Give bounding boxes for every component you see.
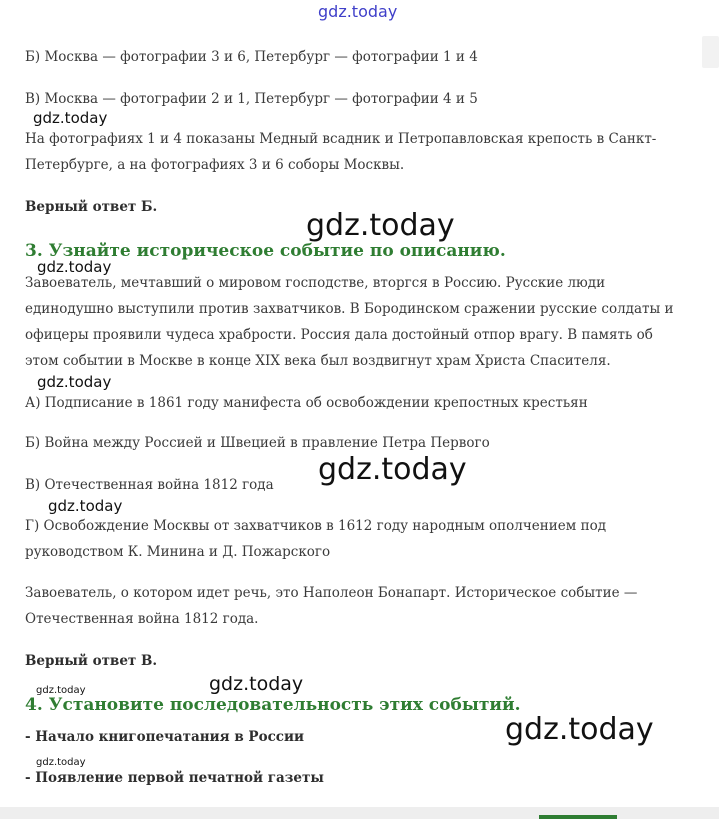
q3-option-b: Б) Война между Россией и Швецией в правление Петра Первого: [25, 435, 490, 451]
q3-answer: Верный ответ В.: [25, 653, 158, 669]
watermark: gdz.today: [36, 757, 86, 768]
watermark: gdz.today: [33, 109, 108, 127]
watermark: gdz.today: [36, 685, 86, 696]
q3-option-g-line1: Г) Освобождение Москвы от захватчиков в 1612 году народным ополчением под: [25, 518, 607, 534]
watermark: gdz.today: [505, 712, 654, 747]
q2-explanation-line2: Петербурге, а на фотографиях 3 и 6 соборы Москвы.: [25, 157, 405, 173]
watermark: gdz.today: [306, 208, 455, 243]
q4-title: 4. Установите последовательность этих событий.: [25, 695, 521, 715]
scrollbar[interactable]: [702, 36, 719, 68]
q3-option-a: А) Подписание в 1861 году манифеста об освобождении крепостных крестьян: [25, 395, 588, 411]
q4-item1: - Начало книгопечатания в России: [25, 729, 305, 745]
watermark: gdz.today: [37, 373, 112, 391]
q2-option-b: Б) Москва — фотографии 3 и 6, Петербург — фотографии 1 и 4: [25, 49, 478, 65]
q3-option-v: В) Отечественная война 1812 года: [25, 477, 274, 493]
watermark: gdz.today: [48, 497, 123, 515]
footer-accent: [539, 815, 617, 819]
watermark: gdz.today: [37, 258, 112, 276]
q2-answer: Верный ответ Б.: [25, 199, 158, 215]
q3-explanation-line2: Отечественная война 1812 года.: [25, 611, 259, 627]
watermark: gdz.today: [209, 673, 304, 695]
watermark: gdz.today: [318, 452, 467, 487]
q4-item2: - Появление первой печатной газеты: [25, 770, 324, 786]
q3-text-line4: этом событии в Москве в конце XIX века был воздвигнут храм Христа Спасителя.: [25, 353, 611, 369]
q3-text-line3: офицеры проявили чудеса храбрости. Россия дала достойный отпор врагу. В память об: [25, 327, 653, 343]
q3-title: 3. Узнайте историческое событие по описанию.: [25, 241, 506, 261]
q3-option-g-line2: руководством К. Минина и Д. Пожарского: [25, 544, 331, 560]
q2-explanation-line1: На фотографиях 1 и 4 показаны Медный всадник и Петропавловская крепость в Санкт-: [25, 131, 657, 147]
q3-explanation-line1: Завоеватель, о котором идет речь, это Наполеон Бонапарт. Историческое событие —: [25, 585, 638, 601]
watermark: gdz.today: [318, 2, 398, 21]
q2-option-v: В) Москва — фотографии 2 и 1, Петербург — фотографии 4 и 5: [25, 91, 478, 107]
q3-text-line2: единодушно выступили против захватчиков. В Бородинском сражении русские солдаты и: [25, 301, 674, 317]
q3-text-line1: Завоеватель, мечтавший о мировом господстве, вторгся в Россию. Русские люди: [25, 275, 606, 291]
